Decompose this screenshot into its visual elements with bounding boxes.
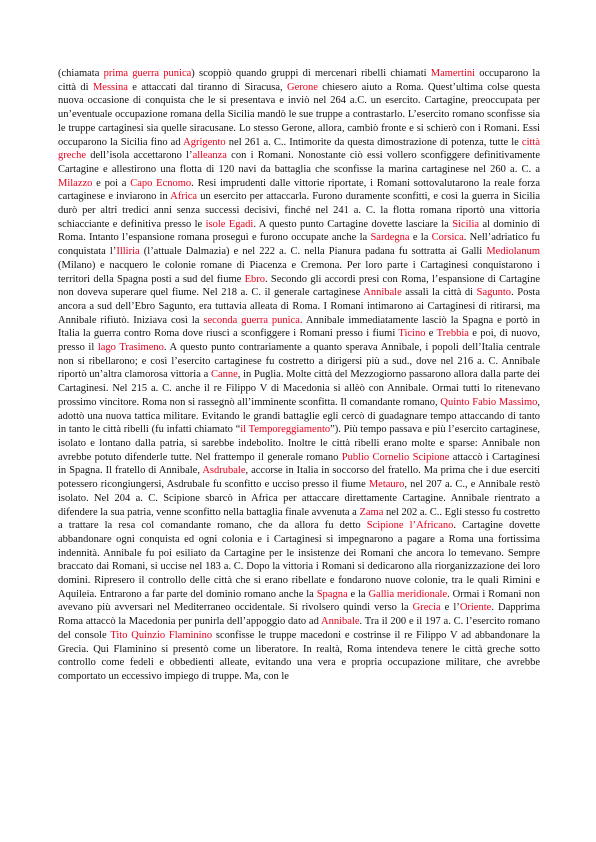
- text-run: ”). Più tempo passava e più l’esercito cartaginese, isolato e lontano dalla patria, si sarebbe indebolito. Inoltre le città ribelli erano molte e sparse: Annibale non avrebbe potuto difenderle tutte. Nel frattempo il generale romano: [58, 424, 540, 463]
- hyperlink[interactable]: lago Trasimeno: [97, 342, 164, 354]
- hyperlink[interactable]: Tito Quinzio Flaminino: [110, 629, 213, 641]
- text-run: . Secondo gli accordi presi con Roma, l’espansione di Cartagine non doveva superare quel fiume. Nel 218 a. C. il generale cartaginese: [58, 273, 540, 299]
- text-run: nel 202 a. C.. Egli stesso fu costretto a trattare la resa col comandante romano, che da allora fu detto: [58, 506, 540, 532]
- text-run: . Cartagine dovette abbandonare ogni conquista ed ogni colonia e i Cartaginesi si impegnarono a pagare a Roma una fortissima indennità. Annibale fu poi esiliato da Cartagine per le insistenze dei Romani che ancora lo temevano. Sempre braccato dai Romani, si uccise nel 183 a. C. Dopo la vittoria i Romani si dedicarono alla riorganizzazione dei loro domini. Ripresero il controllo delle città che si erano ribellate e fondarono nuove colonie, tra le quali Rimini e Aquileia. Entrarono a far parte del dominio romano anche la: [58, 520, 540, 600]
- text-run: e poi, di nuovo, presso il: [58, 328, 540, 354]
- text-run: e attaccati dal tiranno di Siracusa,: [127, 81, 288, 93]
- text-run: . Ormai i Romani non avevano più avversari nel Mediterraneo occidentale. Si rivolsero quindi verso la: [58, 588, 540, 614]
- hyperlink[interactable]: città greche: [58, 136, 540, 162]
- hyperlink[interactable]: Sardegna: [370, 232, 410, 244]
- text-run: . Dapprima Roma attaccò la Macedonia per punirla dell’appoggio dato ad: [58, 602, 540, 628]
- text-run: nel 261 a. C.. Intimorite da questa dimostrazione di potenza, tutte le: [225, 136, 522, 148]
- text-run: e: [425, 328, 437, 340]
- hyperlink[interactable]: Gallia meridionale: [368, 588, 448, 600]
- hyperlink[interactable]: Sicilia: [452, 218, 480, 230]
- hyperlink[interactable]: alleanza: [192, 150, 227, 162]
- hyperlink[interactable]: Mamertini: [430, 68, 476, 79]
- hyperlink[interactable]: Grecia: [412, 602, 441, 614]
- text-run: e la: [409, 232, 432, 244]
- hyperlink[interactable]: Gerone: [287, 81, 318, 93]
- text-run: . Resi imprudenti dalle vittorie riportate, i Romani sottovalutarono la reale forza cartaginese e inviarono in: [58, 177, 540, 203]
- hyperlink[interactable]: Oriente: [459, 602, 492, 614]
- text-run: , in Puglia. Molte città del Mezzogiorno passarono allora dalla parte dei Cartaginesi. Nel 215 a. C. anche il re Filippo V di Macedonia si allèò con Annibale. Ormai tutti lo ritenevano prossimo vincitore. Roma non si rassegnò all’imminente sconfitta. Il comandante romano,: [58, 369, 540, 408]
- text-run: (chiamata: [58, 68, 104, 79]
- hyperlink[interactable]: Mediolanum: [486, 246, 541, 258]
- hyperlink[interactable]: Canne: [210, 369, 238, 381]
- hyperlink[interactable]: Annibale: [363, 287, 402, 299]
- hyperlink[interactable]: Zama: [359, 506, 384, 518]
- text-run: sconfisse le truppe macedoni e costrinse il re Filippo V ad abbandonare la Grecia. Qui Flaminino si presentò come un liberatore. In realtà, Roma intendeva tenere le città greche sotto controllo come fedeli e obbedienti alleate, evitando una vera e propria occupazione militare, che avrebbe comportato un eccessivo impiego di truppe. Ma, con le: [58, 629, 540, 682]
- hyperlink[interactable]: Spagna: [316, 588, 348, 600]
- text-run: chiesero aiuto a Roma. Quest’ultima colse questa nuova occasione di conquista che le si presentava e inviò nel 264 a.C. un esercito. Cartagine, preoccupata per un’eventuale occupazione romana della Sicilia mandò le sue truppe a contrastarlo. L’esercito romano sconfisse sia le truppe cartaginesi sia quelle siracusane. Lo stesso Gerone, allora, cambiò fronte e si schierò con i Romani. Essi occuparono la Sicilia fino ad: [58, 81, 540, 148]
- text-run: dell’isola accettarono l’: [85, 150, 193, 162]
- hyperlink[interactable]: Annibale: [321, 616, 360, 628]
- text-run: , adottò una nuova tattica militare. Evitando le grandi battaglie egli cercò di guadagnare tempo attaccando di tanto in tanto le città ribelli (fu infatti chiamato “: [58, 396, 540, 436]
- text-run: . Nell’adriatico fu conquistata l’: [58, 232, 540, 258]
- text-run: . A questo punto contrariamente a quanto sperava Annibale, i popoli dell’Italia centrale non si ribellarono; e così l’esercito cartaginese fu costretto a dirigersi più a sud., dove nel 216 a. C. Annibale riportò un’altra clamorosa vittoria a: [58, 342, 541, 381]
- hyperlink[interactable]: Milazzo: [58, 177, 93, 189]
- hyperlink[interactable]: Corsica: [431, 232, 464, 244]
- hyperlink[interactable]: Asdrubale: [202, 465, 246, 477]
- hyperlink[interactable]: prima guerra punica: [103, 68, 192, 79]
- text-run: assalì la città di: [401, 287, 477, 299]
- hyperlink[interactable]: Capo Ecnomo: [130, 177, 192, 189]
- hyperlink[interactable]: Illiria: [116, 246, 140, 258]
- text-run: . Annibale immediatamente lasciò la Spagna e portò in Italia la guerra contro Roma dove riuscì a sconfiggere i Romani presso i fiumi: [58, 314, 540, 340]
- hyperlink[interactable]: Agrigento: [183, 136, 226, 148]
- hyperlink[interactable]: Trebbia: [436, 328, 469, 340]
- hyperlink[interactable]: Publio Cornelio Scipione: [341, 451, 450, 463]
- text-run: con i Romani. Nonostante ciò essi vollero sconfiggere definitivamente Cartagine e allestirono una flotta di 120 navi da battaglia che sconfisse la marina cartaginese nel 260 a. C. a: [58, 150, 541, 175]
- hyperlink[interactable]: Africa: [170, 191, 198, 203]
- text-run: , accorse in Italia in soccorso del fratello. Ma prima che i due eserciti potessero ricongiungersi, Asdrubale fu sconfitto e ucciso presso il fiume: [58, 465, 540, 491]
- hyperlink[interactable]: Ticino: [398, 328, 426, 340]
- text-run: ) scoppiò quando gruppi di mercenari ribelli chiamati: [191, 68, 431, 79]
- text-run: . Tra il 200 e il 197 a. C. l’esercito romano del console: [58, 616, 540, 641]
- hyperlink[interactable]: isole Egadi: [205, 218, 254, 230]
- body-paragraph: [58, 67, 540, 684]
- text-run: e la: [347, 588, 369, 600]
- text-run: e poi a: [92, 177, 131, 189]
- hyperlink[interactable]: Metauro: [368, 479, 405, 491]
- text-run: (Milano) e nacquero le colonie romane di Piacenza e Cremona. Per loro parte i Cartaginesi conquistarono i territori della Spagna posti a sud del fiume: [58, 259, 540, 285]
- text-run: (l’attuale Dalmazia) e nel 222 a. C. nella Pianura padana fu sottratta ai Galli: [139, 246, 487, 258]
- text-run: e l’: [440, 602, 460, 614]
- document-page: [58, 67, 540, 684]
- text-run: un esercito per attaccarla. Furono duramente sconfitti, e così la guerra in Sicilia durò per altri tredici anni senza successi decisivi, finché nel 241 a. C. la flotta romana riportò una vittoria schiacciante e definitiva presso le: [58, 191, 540, 230]
- hyperlink[interactable]: Ebro: [244, 273, 265, 285]
- text-run: , nel 207 a. C., e Annibale restò isolato. Nel 204 a. C. Scipione sbarcò in Africa per attaccare direttamente Cartagine. Annibale rientrato a difendere la sua patria, venne sconfitto nella battaglia finale avvenuta a: [58, 479, 540, 518]
- text-run: . Posta ancora a sud dell’Ebro Sagunto, era tuttavia alleata di Roma. I Romani intimarono ai Cartaginesi di ritirarsi, ma Annibale rifiutò. Iniziava così la: [58, 287, 540, 326]
- text-run: attaccò i Cartaginesi in Spagna. Il fratello di Annibale,: [58, 451, 540, 477]
- hyperlink[interactable]: seconda guerra punica: [203, 314, 300, 326]
- hyperlink[interactable]: il Temporeggiamento: [240, 424, 331, 436]
- text-run: occuparono la città di: [58, 68, 541, 93]
- text-run: . A questo punto Cartagine dovette lasciare la: [253, 218, 453, 230]
- text-run: al dominio di Roma. Intanto l’espansione romana proseguì e furono occupate anche la: [58, 218, 540, 244]
- hyperlink[interactable]: Messina: [92, 81, 128, 93]
- hyperlink[interactable]: Quinto Fabio Massimo: [440, 396, 538, 408]
- hyperlink[interactable]: Sagunto: [476, 287, 512, 299]
- hyperlink[interactable]: Scipione l’Africano: [366, 520, 454, 532]
